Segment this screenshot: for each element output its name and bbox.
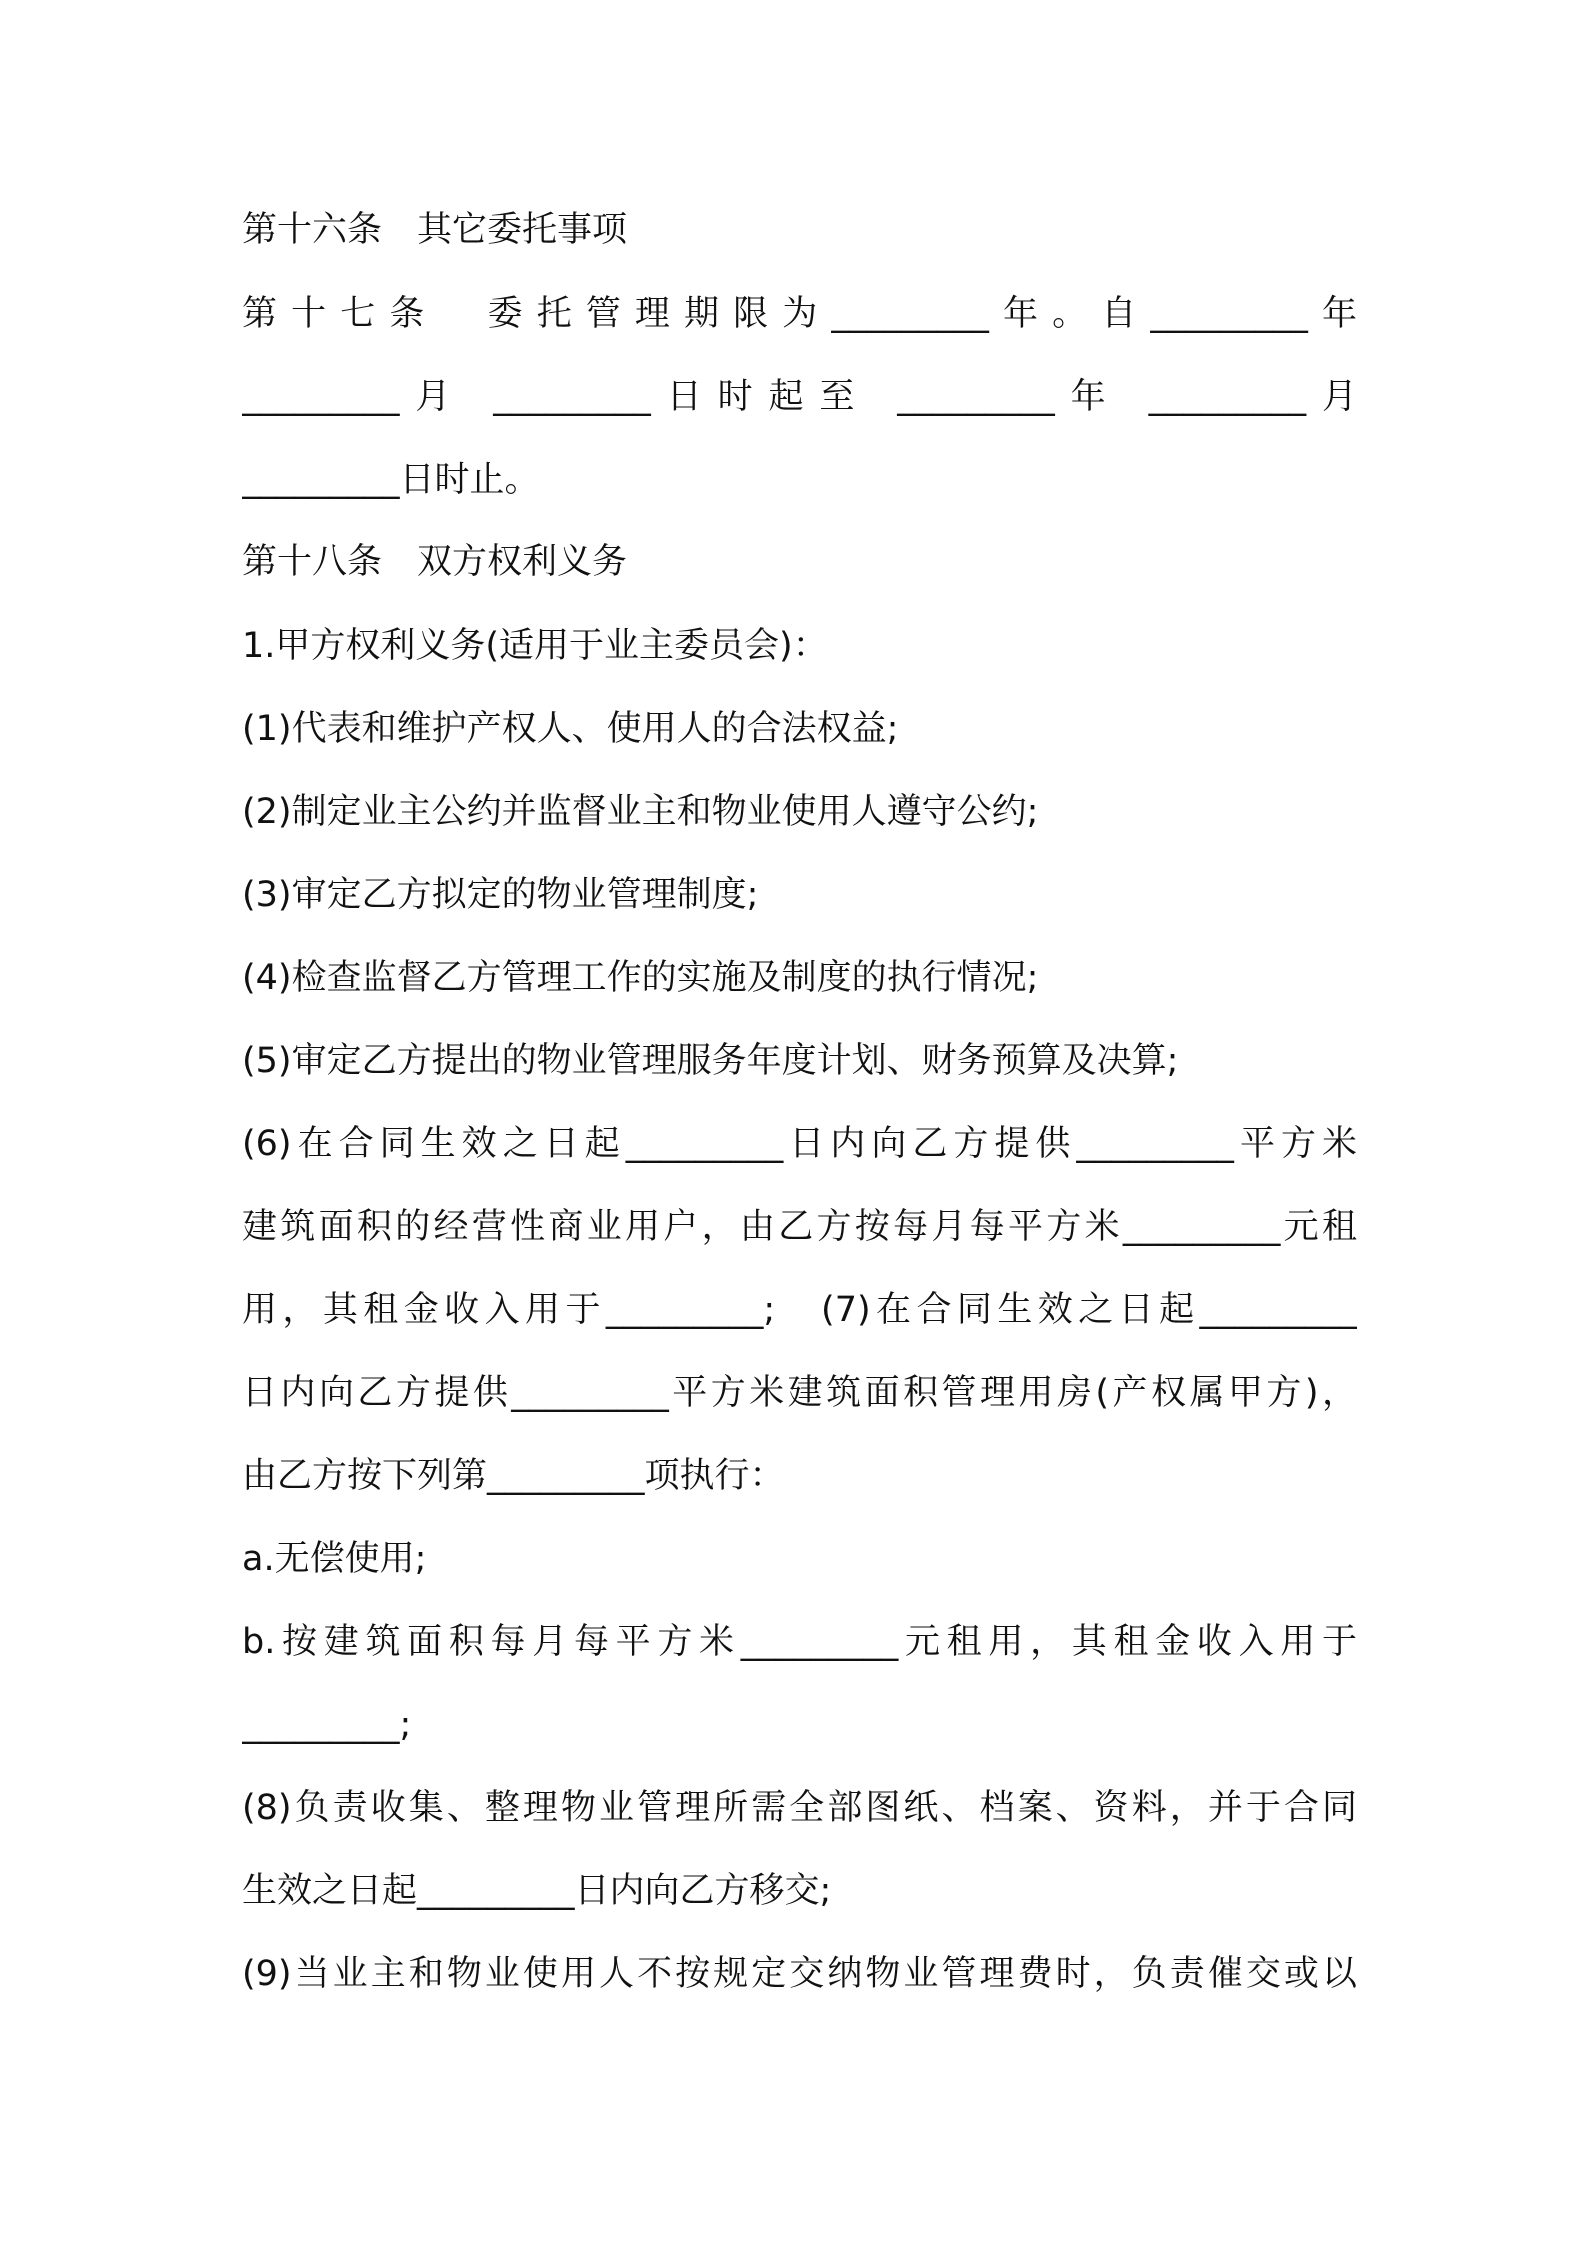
article-18-heading: 第十八条 双方权利义务	[242, 542, 628, 582]
clause-4: (4)检查监督乙方管理工作的实施及制度的执行情况;	[242, 958, 1039, 998]
clause-6-line-3: 用，其租金收入用于_________; (7)在合同生效之日起_________	[242, 1290, 1357, 1330]
clause-1: (1)代表和维护产权人、使用人的合法权益;	[242, 709, 899, 749]
article-17-line-1: 第十七条 委托管理期限为_________年。自_________年	[242, 294, 1357, 334]
clause-6-line-1: (6)在合同生效之日起_________日内向乙方提供_________平方米	[242, 1124, 1357, 1164]
clause-5: (5)审定乙方提出的物业管理服务年度计划、财务预算及决算;	[242, 1041, 1179, 1081]
clause-7-line-2: 由乙方按下列第_________项执行：	[242, 1456, 785, 1496]
party-a-heading: 1.甲方权利义务(适用于业主委员会)：	[242, 626, 828, 666]
clause-8-line-1: (8)负责收集、整理物业管理所需全部图纸、档案、资料，并于合同	[242, 1788, 1357, 1828]
clause-6-line-2: 建筑面积的经营性商业用户，由乙方按每月每平方米_________元租	[242, 1207, 1357, 1247]
article-16-heading: 第十六条 其它委托事项	[242, 210, 628, 250]
clause-3: (3)审定乙方拟定的物业管理制度;	[242, 875, 759, 915]
article-17-line-2: _________月 _________日时起至 _________年 _________月	[242, 377, 1357, 417]
option-a: a.无偿使用;	[242, 1539, 427, 1579]
article-17-line-3: _________日时止。	[242, 460, 540, 500]
clause-2: (2)制定业主公约并监督业主和物业使用人遵守公约;	[242, 792, 1039, 832]
option-b-line-1: b.按建筑面积每月每平方米_________元租用，其租金收入用于	[242, 1622, 1357, 1662]
option-b-line-2: _________;	[242, 1705, 412, 1745]
clause-8-line-2: 生效之日起_________日内向乙方移交;	[242, 1871, 832, 1911]
clause-7-line-1: 日内向乙方提供_________平方米建筑面积管理用房(产权属甲方)，	[242, 1373, 1357, 1413]
clause-9-line-1: (9)当业主和物业使用人不按规定交纳物业管理费时，负责催交或以	[242, 1954, 1357, 1994]
